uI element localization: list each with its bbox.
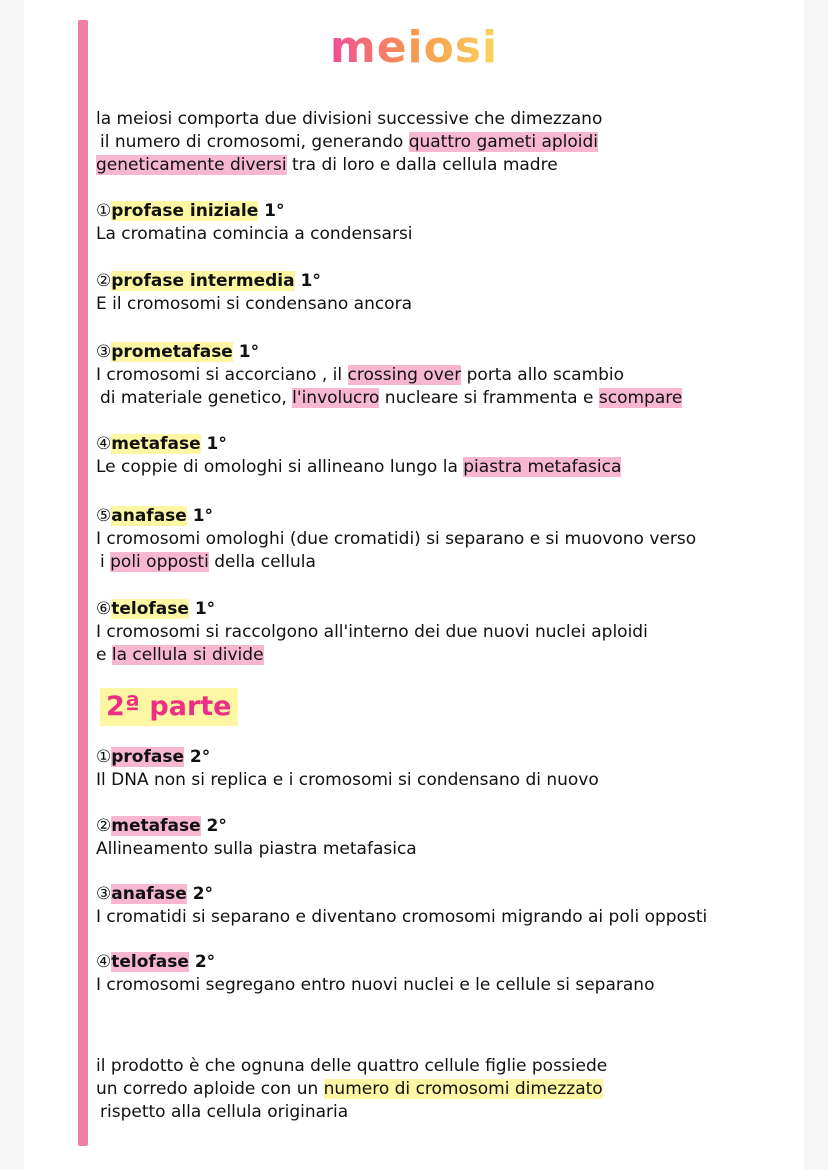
phase-6-telofase [96, 598, 806, 667]
highlight-piastra-metafasica: piastra metafasica [463, 457, 622, 477]
phase-4-metafase [96, 433, 806, 479]
phase-description-line-1: I cromosomi omologhi (due cromatidi) si separano e si muovono verso [96, 529, 697, 549]
phase-heading: ③prometafase 1° [96, 342, 260, 362]
conclusion-line-1: il prodotto è che ognuna delle quattro cellule figlie possiede [96, 1056, 608, 1076]
phase-description-line-1: I cromosomi si accorciano , il crossing over porta allo scambio [96, 365, 625, 385]
phase-heading: ①profase iniziale 1° [96, 201, 285, 221]
phase-heading: ②metafase 2° [96, 816, 227, 836]
highlight-numero-dimezzato: numero di cromosomi dimezzato [323, 1079, 603, 1099]
page-title: meiosi [329, 22, 499, 73]
phase-1-profase-iniziale [96, 200, 806, 246]
phase-heading: ③anafase 2° [96, 884, 214, 904]
intro-line-3: geneticamente diversi tra di loro e dalla cellula madre [96, 155, 558, 175]
highlight-poli-opposti: poli opposti [110, 552, 209, 572]
phase2-3-anafase [96, 883, 806, 929]
phase-heading: ②profase intermedia 1° [96, 271, 321, 291]
phase-heading: ⑤anafase 1° [96, 506, 214, 526]
phase-description-line-2: e la cellula si divide [96, 645, 264, 665]
highlight-quattro-gameti: quattro gameti aploidi [408, 132, 599, 152]
highlight-crossing-over: crossing over [347, 365, 462, 385]
phase-heading: ①profase 2° [96, 747, 211, 767]
intro-paragraph [96, 108, 806, 177]
phase-description-line-2: i poli opposti della cellula [100, 552, 316, 572]
phase2-4-telofase [96, 951, 806, 997]
section-heading-part-2: 2ª parte [100, 688, 238, 726]
intro-line-2: il numero di cromosomi, generando quattro gameti aploidi [100, 132, 599, 152]
conclusion-line-2: un corredo aploide con un numero di cromosomi dimezzato [96, 1079, 603, 1099]
phase-2-profase-intermedia [96, 270, 806, 316]
phase-description: Il DNA non si replica e i cromosomi si condensano di nuovo [96, 770, 599, 790]
phase-5-anafase [96, 505, 806, 574]
phase2-1-profase [96, 746, 806, 792]
phase-heading: ④metafase 1° [96, 434, 227, 454]
phase-description: I cromatidi si separano e diventano cromosomi migrando ai poli opposti [96, 907, 708, 927]
phase-description-line-2: di materiale genetico, l'involucro nucleare si frammenta e scompare [100, 388, 683, 408]
phase-description: Allineamento sulla piastra metafasica [96, 839, 417, 859]
phase-description: I cromosomi segregano entro nuovi nuclei e le cellule si separano [96, 975, 655, 995]
phase-heading: ④telofase 2° [96, 952, 216, 972]
phase-description: E il cromosomi si condensano ancora [96, 294, 412, 314]
conclusion-line-3: rispetto alla cellula originaria [100, 1102, 349, 1122]
phase-heading: ⑥telofase 1° [96, 599, 216, 619]
margin-rule [78, 20, 88, 1146]
highlight-scompare: scompare [598, 388, 683, 408]
conclusion-paragraph [96, 1055, 806, 1124]
phase-description: La cromatina comincia a condensarsi [96, 224, 413, 244]
phase2-2-metafase [96, 815, 806, 861]
phase-3-prometafase [96, 341, 806, 410]
highlight-geneticamente-diversi: geneticamente diversi [96, 155, 287, 175]
phase-description: Le coppie di omologhi si allineano lungo la piastra metafasica [96, 457, 622, 477]
phase-description-line-1: I cromosomi si raccolgono all'interno dei due nuovi nuclei aploidi [96, 622, 648, 642]
intro-line-1: la meiosi comporta due divisioni successive che dimezzano [96, 109, 603, 129]
highlight-cellula-si-divide: la cellula si divide [111, 645, 264, 665]
highlight-involucro: l'involucro [292, 388, 380, 408]
